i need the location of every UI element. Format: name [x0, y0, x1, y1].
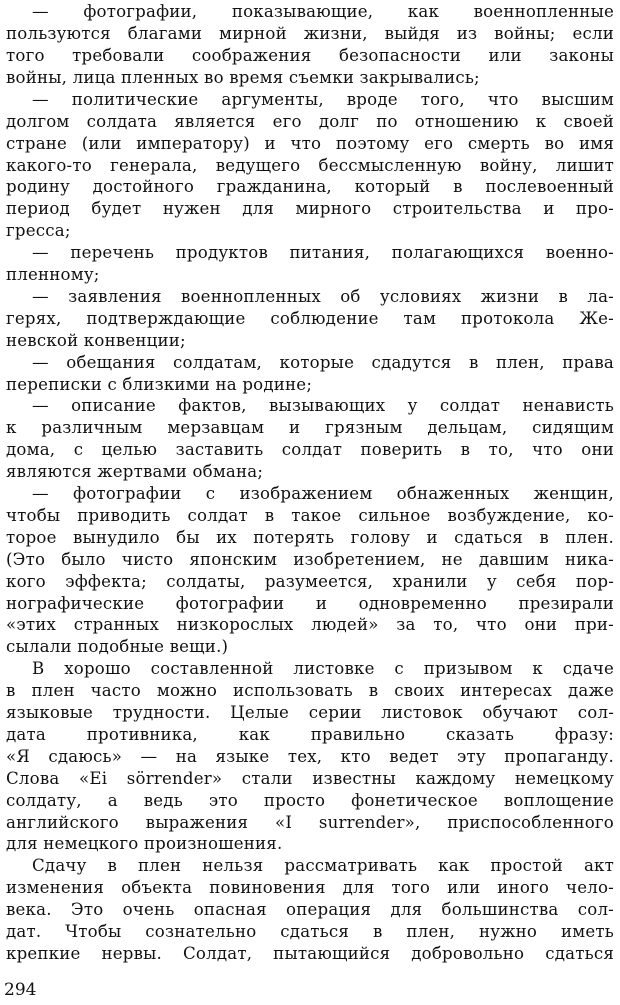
- text-line: крепкие нервы. Солдат, пытающийся добровольно сдаться: [6, 943, 614, 963]
- text-line: языковые трудности. Целые серии листовок обучают сол-: [6, 703, 614, 722]
- text-line: дата противника, как правильно сказать фразу:: [6, 724, 614, 744]
- text-line: кого эффекта; солдаты, разумеется, хранили у себя пор-: [6, 571, 614, 591]
- text-line: герях, подтверждающие соблюдение там протокола Же-: [6, 308, 614, 328]
- text-line: — политические аргументы, вроде того, что высшим: [32, 89, 614, 109]
- text-line: — фотографии с изображением обнаженных женщин,: [32, 484, 614, 503]
- page-number: 294: [4, 980, 37, 1000]
- text-line: для немецкого произношения.: [6, 834, 283, 854]
- text-line: являются жертвами обмана;: [6, 462, 264, 482]
- text-line: родину достойного гражданина, который в послевоенный: [6, 177, 614, 197]
- text-line: переписки с близкими на родине;: [6, 374, 313, 394]
- text-line: В хорошо составленной листовке с призывом к сдаче: [32, 659, 614, 679]
- text-line: (Это было чисто японским изобретением, не давшим ника-: [6, 549, 614, 569]
- text-line: — фотографии, показывающие, как военнопленные: [32, 2, 614, 22]
- text-line: «этих странных низкорослых людей» за то, что они при-: [6, 615, 614, 635]
- text-line: чтобы приводить солдат в такое сильное возбуждение, ко-: [6, 505, 614, 525]
- text-line: — описание фактов, вызывающих у солдат ненависть: [32, 396, 614, 416]
- text-line: того требовали соображения безопасности или законы: [6, 46, 614, 65]
- text-line: английского выражения «I surrender», приспособленного: [6, 812, 614, 832]
- text-line: «Я сдаюсь» — на языке тех, кто ведет эту пропаганду.: [6, 746, 614, 766]
- text-line: долгом солдата является его долг по отношению к своей: [6, 111, 614, 131]
- text-line: изменения объекта повиновения для того или иного чело-: [6, 878, 614, 898]
- text-line: период будет нужен для мирного строительства и про-: [6, 199, 614, 219]
- text-line: нографические фотографии и одновременно презирали: [6, 593, 614, 613]
- text-line: в плен часто можно использовать в своих интересах даже: [6, 681, 614, 701]
- text-line: войны, лица пленных во время съемки закрывались;: [6, 67, 480, 87]
- text-line: века. Это очень опасная операция для большинства сол-: [6, 900, 614, 920]
- text-line: — обещания солдатам, которые сдадутся в плен, права: [32, 352, 614, 372]
- text-line: солдату, а ведь это просто фонетическое воплощение: [6, 790, 614, 810]
- text-line: стране (или императору) и что поэтому его смерть во имя: [6, 133, 614, 153]
- text-line: Слова «Ei sörrender» стали известны каждому немецкому: [6, 768, 614, 788]
- text-line: какого-то генерала, ведущего бессмысленную войну, лишит: [6, 155, 614, 175]
- text-line: пленному;: [6, 265, 100, 284]
- text-line: торое вынудило бы их потерять голову и сдаться в плен.: [6, 527, 614, 547]
- text-line: сылали подобные вещи.): [6, 637, 229, 657]
- text-line: — перечень продуктов питания, полагающихся военно-: [32, 243, 614, 263]
- text-line: дома, с целью заставить солдат поверить в то, что они: [6, 440, 614, 460]
- text-line: дат. Чтобы сознательно сдаться в плен, нужно иметь: [6, 922, 614, 941]
- text-line: Сдачу в плен нельзя рассматривать как простой акт: [32, 856, 614, 876]
- text-line: — заявления военнопленных об условиях жизни в ла-: [32, 286, 614, 306]
- text-line: невской конвенции;: [6, 330, 186, 350]
- text-line: пользуются благами мирной жизни, выйдя из войны; если: [6, 24, 614, 44]
- text-line: гресса;: [6, 221, 71, 241]
- text-line: к различным мерзавцам и грязным дельцам, сидящим: [6, 418, 614, 438]
